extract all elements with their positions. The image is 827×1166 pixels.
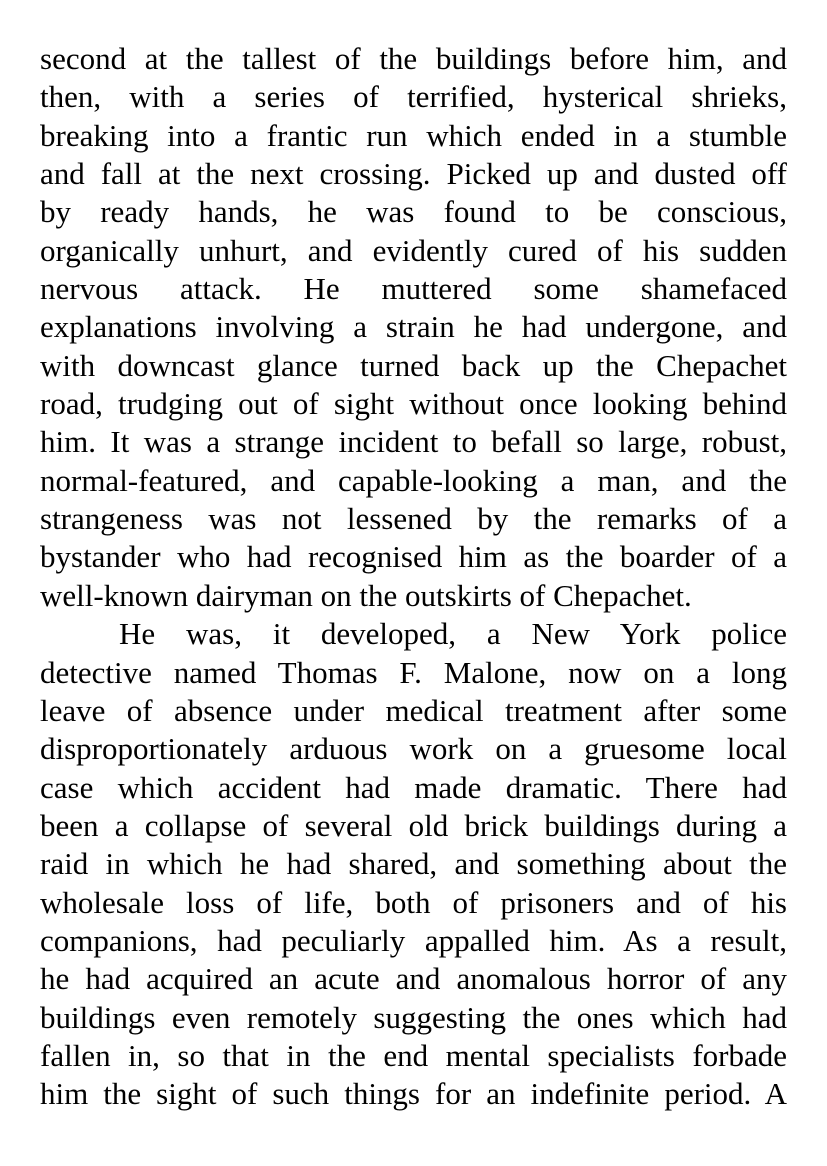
text-line: nervous attack. He muttered some shamefaced [40,271,787,307]
text-line: explanations involving a strain he had undergone, and [40,309,787,345]
text-line: then, with a series of terrified, hysterical shrieks, [40,79,787,115]
text-line: strangeness was not lessened by the remarks of a [40,501,787,537]
paragraph [40,615,787,1113]
text-line: bystander who had recognised him as the boarder of a [40,539,787,575]
paragraph [40,40,787,615]
text-line: case which accident had made dramatic. There had [40,769,787,805]
text-line: leave of absence under medical treatment after some [40,692,787,728]
text-line: buildings even remotely suggesting the ones which had [40,999,787,1035]
text-line: wholesale loss of life, both of prisoners and of his [40,884,787,920]
text-line: road, trudging out of sight without once looking behind [40,386,787,422]
text-line: he had acquired an acute and anomalous horror of any [40,961,787,997]
document-page [40,40,787,1114]
text-body [40,40,787,1114]
text-line: He was, it developed, a New York police [119,616,787,652]
text-line: by ready hands, he was found to be conscious, [40,194,787,230]
text-line: and fall at the next crossing. Picked up and dusted off [40,156,787,192]
text-line: detective named Thomas F. Malone, now on a long [40,654,787,690]
text-line: fallen in, so that in the end mental specialists forbade [40,1037,787,1073]
text-line: organically unhurt, and evidently cured of his sudden [40,232,787,268]
text-line: breaking into a frantic run which ended in a stumble [40,117,787,153]
text-line: him. It was a strange incident to befall so large, robust, [40,424,787,460]
text-line: companions, had peculiarly appalled him. As a result, [40,922,787,958]
text-line: disproportionately arduous work on a gruesome local [40,731,787,767]
text-line: well-known dairyman on the outskirts of Chepachet. [40,577,692,613]
text-line: with downcast glance turned back up the Chepachet [40,347,787,383]
text-line: second at the tallest of the buildings before him, and [40,41,787,76]
text-line: normal-featured, and capable-looking a man, and the [40,462,787,498]
text-line: him the sight of such things for an indefinite period. A [40,1076,787,1112]
text-line: raid in which he had shared, and something about the [40,846,787,882]
text-line: been a collapse of several old brick buildings during a [40,807,787,843]
